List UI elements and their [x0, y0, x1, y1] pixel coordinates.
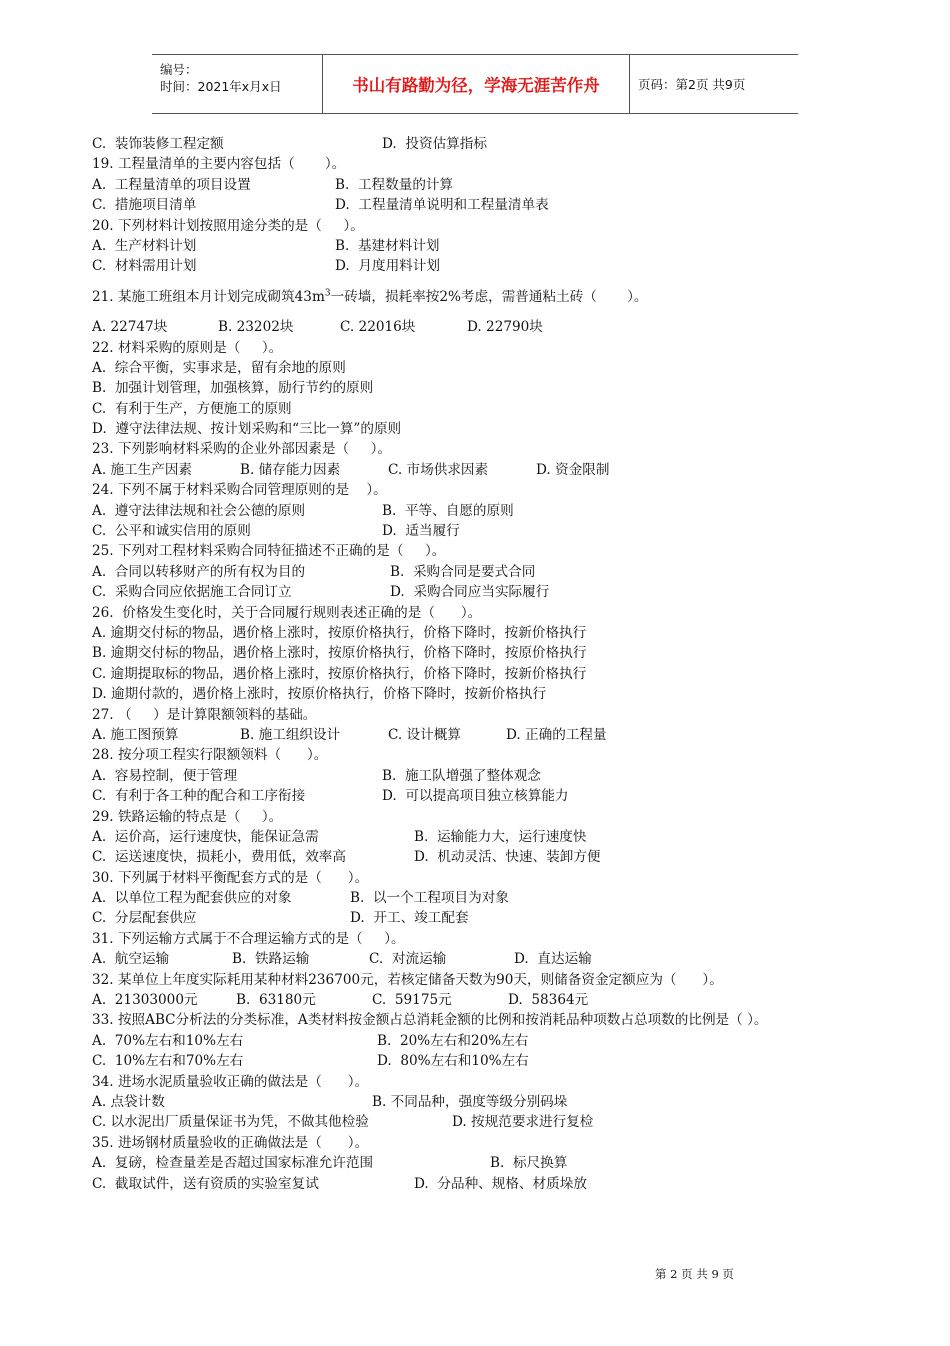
option: A. 逾期交付标的物品，遇价格上涨时，按原价格执行，价格下降时，按新价格执行 — [92, 624, 587, 641]
option: D. 按规范要求进行复检 — [452, 1114, 594, 1131]
option: D. 直达运输 — [514, 951, 592, 968]
option: B. 不同品种，强度等级分别码垛 — [372, 1093, 568, 1110]
option: D. 采购合同应当实际履行 — [390, 584, 550, 601]
option: C. 22016块 — [340, 319, 416, 336]
question-24: 24. 下列不属于材料采购合同管理原则的是 ）。 — [92, 482, 387, 499]
option: C. 公平和诚实信用的原则 — [92, 523, 251, 540]
option: B. 施工组织设计 — [240, 726, 341, 743]
option-row — [92, 1112, 872, 1132]
option: D. 投资估算指标 — [382, 136, 487, 152]
option: C. 分层配套供应 — [92, 910, 197, 927]
page-footer: 第 2 页 共 9 页 — [655, 1267, 734, 1281]
option: B. 运输能力大，运行速度快 — [414, 828, 587, 845]
option-row — [92, 908, 872, 928]
option: B. 基建材料计划 — [335, 237, 440, 254]
option: B. 标尺换算 — [490, 1155, 568, 1172]
option: A. 22747块 — [92, 319, 168, 336]
option: D. 开工、竣工配套 — [350, 910, 469, 927]
question-30: 30. 下列属于材料平衡配套方式的是（ ）。 — [92, 869, 369, 886]
option: C. 运送速度快，损耗小，费用低，效率高 — [92, 849, 346, 866]
option-row — [92, 195, 872, 215]
option: B. 平等、自愿的原则 — [382, 502, 514, 519]
option-row — [92, 582, 872, 602]
option: A. 生产材料计划 — [92, 237, 197, 254]
option: D. 逾期付款的，遇价格上涨时，按原价格执行，价格下降时，按新价格执行 — [92, 686, 547, 703]
option: B. 施工队增强了整体观念 — [382, 767, 541, 784]
question-33: 33. 按照ABC分析法的分类标准，A类材料按金额占总消耗金额的比例和按消耗品种项数占总项数的比例是（ ）。 — [92, 1012, 768, 1029]
question-26: 26. 价格发生变化时，关于合同履行规则表述正确的是（ ）。 — [92, 604, 482, 621]
option: C. 对流运输 — [369, 951, 447, 968]
option: A. 点袋计数 — [92, 1093, 165, 1110]
option: C. 设计概算 — [388, 726, 461, 743]
question-25: 25. 下列对工程材料采购合同特征描述不正确的是（ ）。 — [92, 543, 446, 560]
option: C. 市场供求因素 — [388, 461, 489, 478]
option-row — [92, 766, 872, 786]
option: A. 合同以转移财产的所有权为目的 — [92, 563, 306, 580]
option: A. 施工生产因素 — [92, 461, 193, 478]
header-motto: 书山有路勤为径，学海无涯苦作舟 — [322, 55, 630, 113]
option: C. 有利于生产，方便施工的原则 — [92, 400, 292, 417]
option: B. 工程数量的计算 — [335, 176, 454, 193]
option-row — [92, 256, 872, 276]
option: B. 以一个工程项目为对象 — [350, 890, 509, 907]
option: C. 材料需用计划 — [92, 258, 197, 275]
option: A. 遵守法律法规和社会公德的原则 — [92, 502, 306, 519]
option: C. 措施项目清单 — [92, 197, 197, 214]
option: B. 储存能力因素 — [240, 461, 341, 478]
option: A. 施工图预算 — [92, 726, 179, 743]
option-row — [92, 949, 872, 969]
option-row — [92, 460, 872, 480]
option: C. 采购合同应依据施工合同订立 — [92, 584, 292, 601]
option: A. 工程量清单的项目设置 — [92, 176, 251, 193]
question-28: 28. 按分项工程实行限额领料（ ）。 — [92, 747, 328, 764]
option: B. 采购合同是要式合同 — [390, 563, 536, 580]
option: C. 以水泥出厂质量保证书为凭，不做其他检验 — [92, 1114, 369, 1131]
option-row — [92, 1051, 872, 1071]
option-row — [92, 786, 872, 806]
option: D. 正确的工程量 — [506, 726, 607, 743]
option-row — [92, 990, 872, 1010]
option: A. 航空运输 — [92, 951, 170, 968]
header-page-label: 页码：第2页 共9页 — [638, 77, 746, 92]
option: D. 80%左右和10%左右 — [377, 1053, 529, 1070]
option-row — [92, 725, 872, 745]
option: B. 逾期交付标的物品，遇价格上涨时，按原价格执行，价格下降时，按原价格执行 — [92, 645, 587, 662]
option: A. 复磅，检查量差是否超过国家标准允许范围 — [92, 1155, 374, 1172]
question-27: 27. （ ）是计算限额领料的基础。 — [92, 706, 317, 723]
question-29: 29. 铁路运输的特点是（ ）。 — [92, 808, 283, 825]
option: B. 23202块 — [218, 319, 294, 336]
option: B. 20%左右和20%左右 — [377, 1032, 529, 1049]
option-row — [92, 1153, 872, 1173]
option-row — [92, 847, 872, 867]
option: D. 资金限制 — [536, 461, 610, 478]
option: D. 工程量清单说明和工程量清单表 — [335, 197, 549, 214]
option: D. 分品种、规格、材质垛放 — [414, 1175, 587, 1192]
option: D. 机动灵活、快速、装卸方便 — [414, 849, 601, 866]
option: B. 铁路运输 — [232, 951, 310, 968]
option: B. 63180元 — [236, 992, 316, 1009]
option: A. 以单位工程为配套供应的对象 — [92, 890, 292, 907]
question-32: 32. 某单位上年度实际耗用某种材料236700元，若核定储备天数为90天，则储备资金定额应为（ ）。 — [92, 971, 723, 988]
code-label: 编号： — [160, 62, 198, 77]
option-row — [92, 562, 872, 582]
option: C. 59175元 — [372, 992, 452, 1009]
option: C. 10%左右和70%左右 — [92, 1053, 244, 1070]
option-row — [92, 134, 872, 154]
option-row — [92, 317, 872, 337]
question-21: 21. 某施工班组本月计划完成砌筑$43m^3$一砖墙，损耗率按2%考虑，需普通粘土砖（ ）。 — [92, 288, 648, 305]
option-row — [92, 1092, 872, 1112]
option: D. 22790块 — [467, 319, 543, 336]
question-31: 31. 下列运输方式属于不合理运输方式的是（ ）。 — [92, 930, 405, 947]
option: A. 运价高，运行速度快，能保证急需 — [92, 828, 319, 845]
option: B. 加强计划管理，加强核算，励行节约的原则 — [92, 380, 374, 397]
question-19: 19. 工程量清单的主要内容包括（ ）。 — [92, 156, 346, 173]
option: D. 可以提高项目独立核算能力 — [382, 788, 569, 805]
option-row — [92, 175, 872, 195]
option: D. 58364元 — [508, 992, 589, 1009]
option: A. 容易控制，便于管理 — [92, 767, 238, 784]
option: C. 有利于各工种的配合和工序衔接 — [92, 788, 306, 805]
option: D. 遵守法律法规、按计划采购和“三比一算”的原则 — [92, 421, 402, 438]
option-row — [92, 888, 872, 908]
option-row — [92, 1174, 872, 1194]
option: C. 截取试件，送有资质的实验室复试 — [92, 1175, 319, 1192]
question-35: 35. 进场钢材质量验收的正确做法是（ ）。 — [92, 1134, 369, 1151]
question-20: 20. 下列材料计划按照用途分类的是（ ）。 — [92, 217, 364, 234]
question-22: 22. 材料采购的原则是（ ）。 — [92, 339, 283, 356]
header-meta — [152, 55, 322, 113]
option-row — [92, 521, 872, 541]
option: C. 装饰装修工程定额 — [92, 136, 224, 152]
option-row — [92, 1031, 872, 1051]
option: A. 70%左右和10%左右 — [92, 1032, 244, 1049]
question-23: 23. 下列影响材料采购的企业外部因素是（ ）。 — [92, 441, 392, 458]
option: D. 月度用料计划 — [335, 258, 440, 275]
page-header — [152, 54, 798, 114]
option-row — [92, 501, 872, 521]
document-body — [92, 134, 872, 1194]
question-34: 34. 进场水泥质量验收正确的做法是（ ）。 — [92, 1073, 369, 1090]
option: A. 21303000元 — [92, 992, 198, 1009]
time-label: 时间：2021年x月x日 — [160, 79, 282, 94]
option: C. 逾期提取标的物品，遇价格上涨时，按原价格执行，价格下降时，按新价格执行 — [92, 665, 587, 682]
option-row — [92, 827, 872, 847]
option-row — [92, 236, 872, 256]
option: D. 适当履行 — [382, 523, 460, 540]
option: A. 综合平衡，实事求是，留有余地的原则 — [92, 359, 346, 376]
